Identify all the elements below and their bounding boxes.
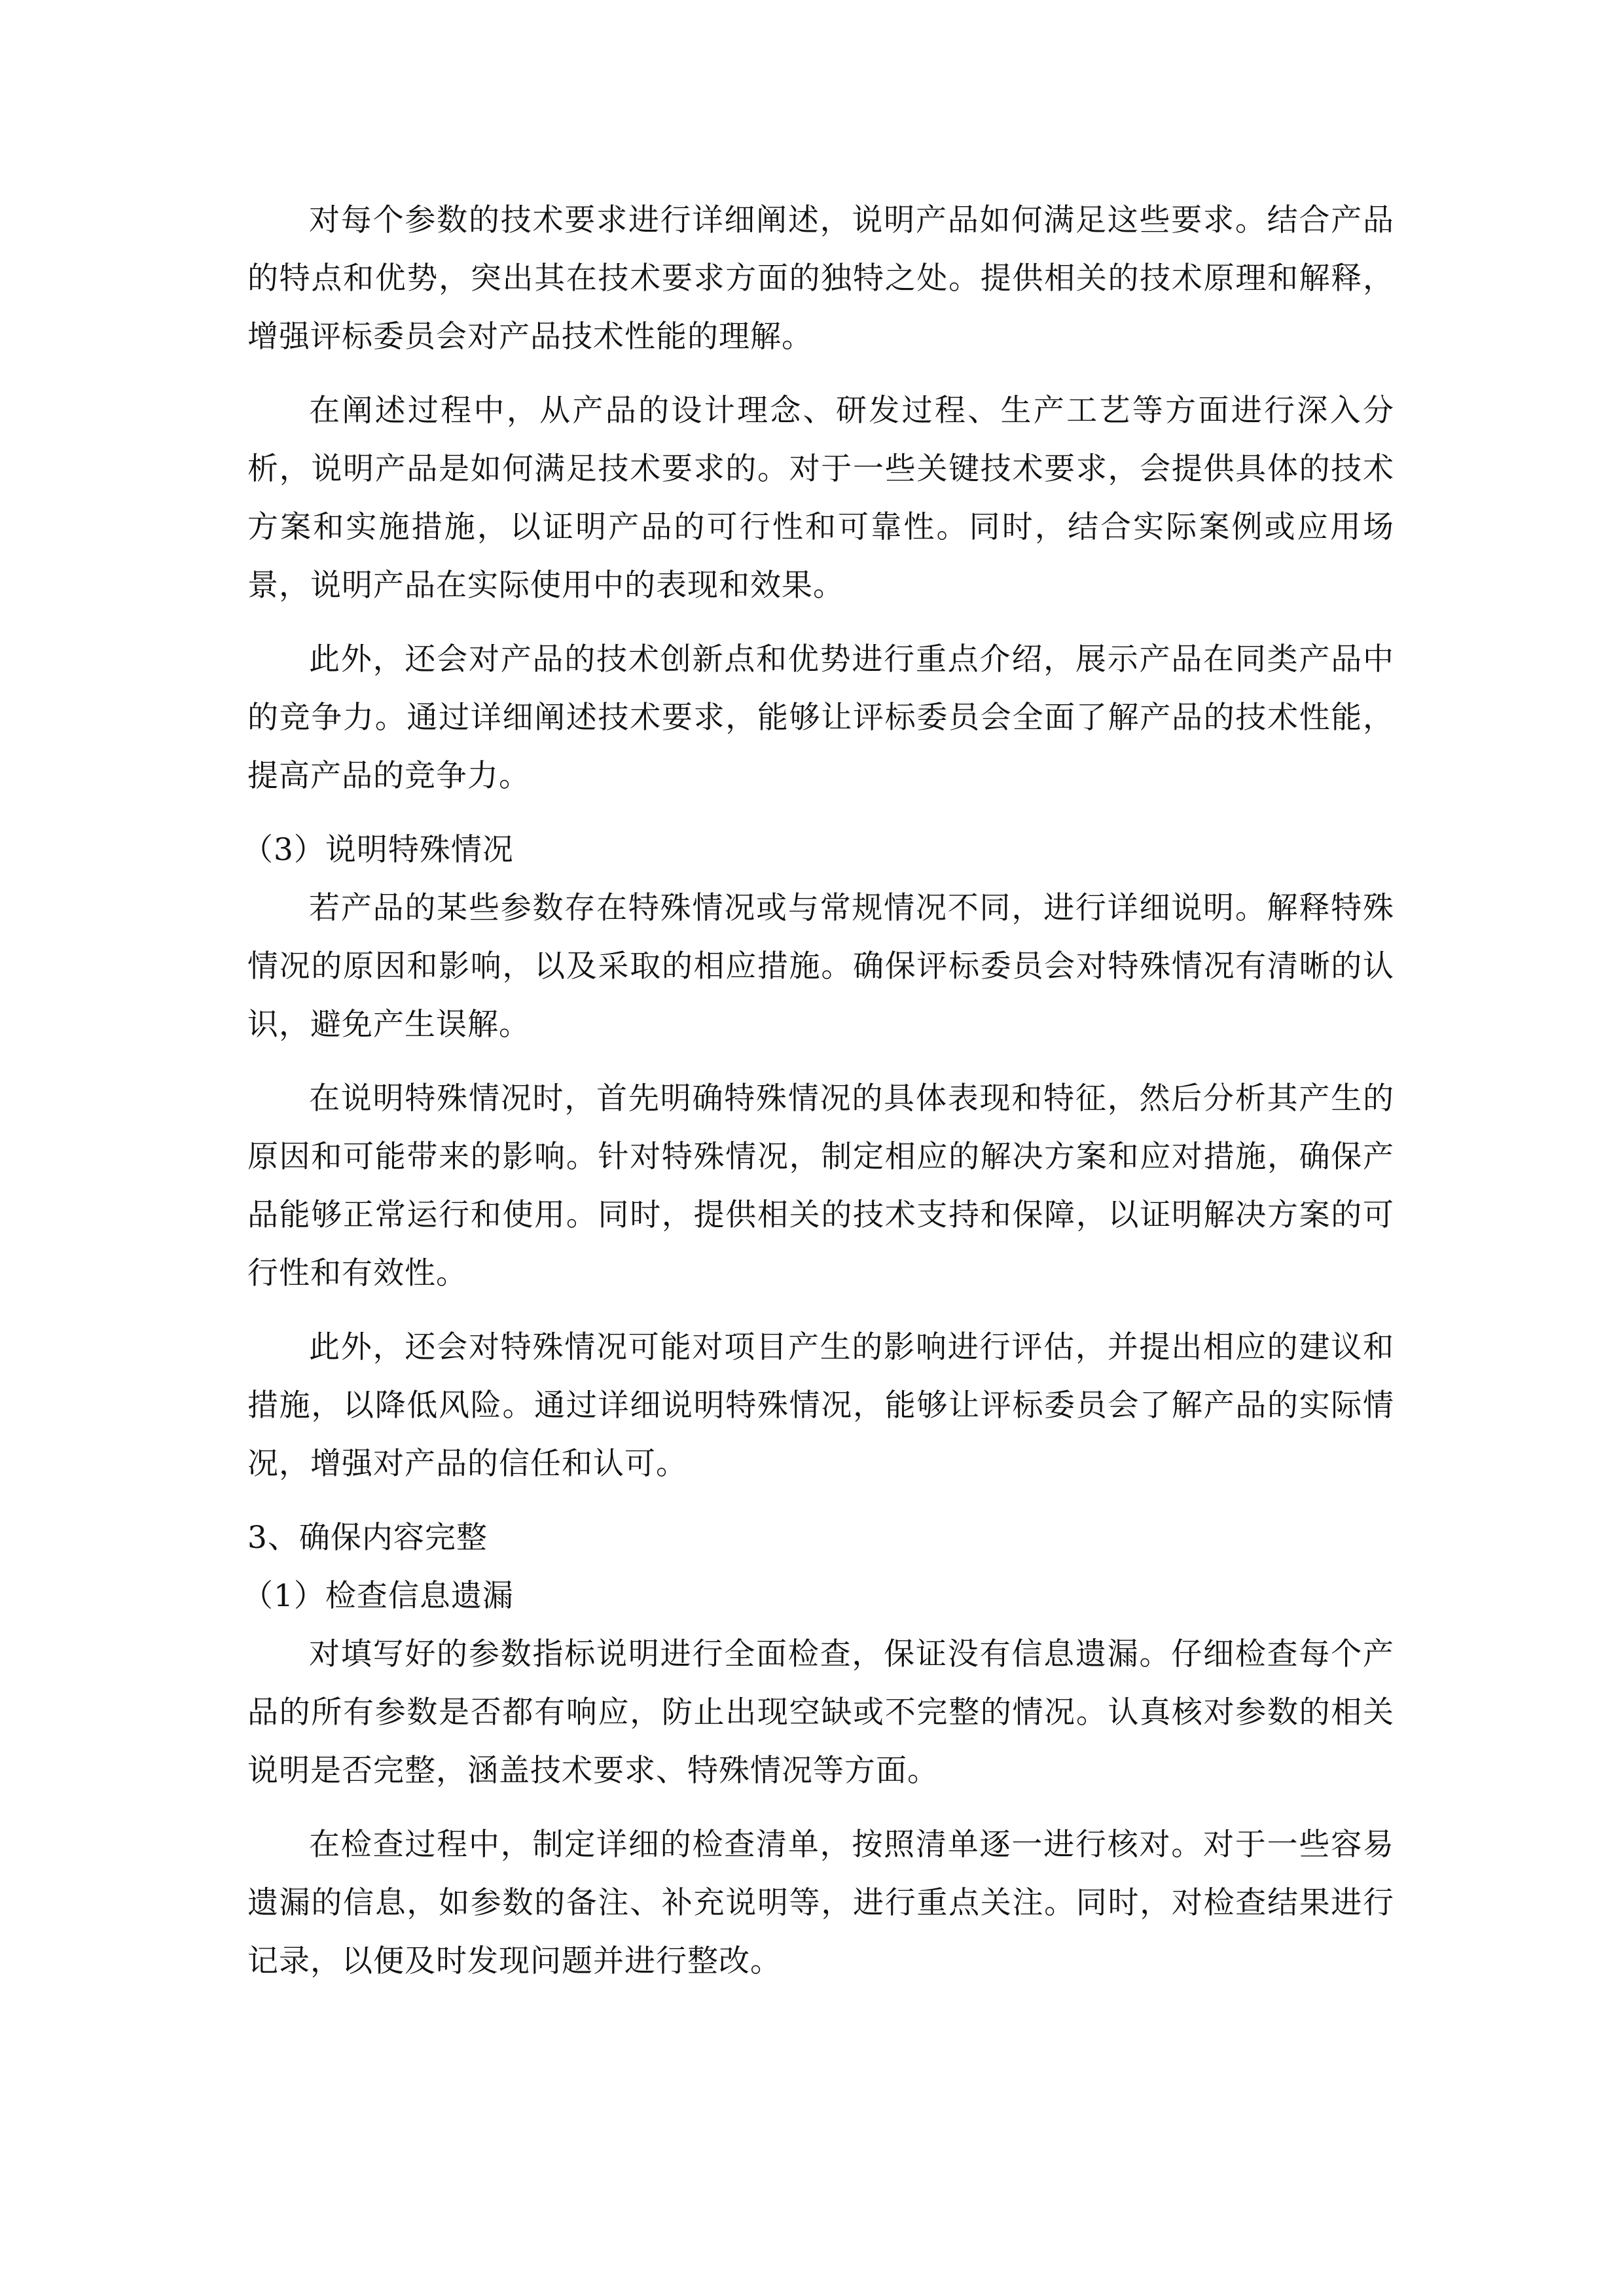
- section-heading-ensure-completeness: 3、确保内容完整: [247, 1520, 488, 1556]
- section-heading-check-omissions: （1）检查信息遗漏: [242, 1578, 514, 1614]
- section-heading-special-cases: （3）说明特殊情况: [242, 832, 514, 868]
- document-body: [242, 191, 1394, 1990]
- paragraph-innovation-highlights: 此外，还会对产品的技术创新点和优势进行重点介绍，展示产品在同类产品中的竞争力。通过详细阐述技术要求，能够让评标委员会全面了解产品的技术性能，提高产品的竞争力。: [247, 641, 1394, 794]
- paragraph-special-cases-analysis: 在说明特殊情况时，首先明确特殊情况的具体表现和特征，然后分析其产生的原因和可能带来的影响。针对特殊情况，制定相应的解决方案和应对措施，确保产品能够正常运行和使用。同时，提供相关的技术支持和保障，以证明解决方案的可行性和有效性。: [247, 1081, 1394, 1291]
- paragraph-elaboration-process: 在阐述过程中，从产品的设计理念、研发过程、生产工艺等方面进行深入分析，说明产品是如何满足技术要求的。对于一些关键技术要求，会提供具体的技术方案和实施措施，以证明产品的可行性和可靠性。同时，结合实际案例或应用场景，说明产品在实际使用中的表现和效果。: [247, 393, 1394, 603]
- paragraph-tech-requirements-detail: 对每个参数的技术要求进行详细阐述，说明产品如何满足这些要求。结合产品的特点和优势，突出其在技术要求方面的独特之处。提供相关的技术原理和解释，增强评标委员会对产品技术性能的理解。: [247, 202, 1394, 355]
- paragraph-special-cases-intro: 若产品的某些参数存在特殊情况或与常规情况不同，进行详细说明。解释特殊情况的原因和影响，以及采取的相应措施。确保评标委员会对特殊情况有清晰的认识，避免产生误解。: [247, 890, 1394, 1043]
- paragraph-special-cases-impact: 此外，还会对特殊情况可能对项目产生的影响进行评估，并提出相应的建议和措施，以降低风险。通过详细说明特殊情况，能够让评标委员会了解产品的实际情况，增强对产品的信任和认可。: [247, 1329, 1394, 1482]
- paragraph-check-omissions: 对填写好的参数指标说明进行全面检查，保证没有信息遗漏。仔细检查每个产品的所有参数是否都有响应，防止出现空缺或不完整的情况。认真核对参数的相关说明是否完整，涵盖技术要求、特殊情况等方面。: [247, 1636, 1394, 1789]
- paragraph-checklist-process: 在检查过程中，制定详细的检查清单，按照清单逐一进行核对。对于一些容易遗漏的信息，如参数的备注、补充说明等，进行重点关注。同时，对检查结果进行记录，以便及时发现问题并进行整改。: [247, 1827, 1394, 1979]
